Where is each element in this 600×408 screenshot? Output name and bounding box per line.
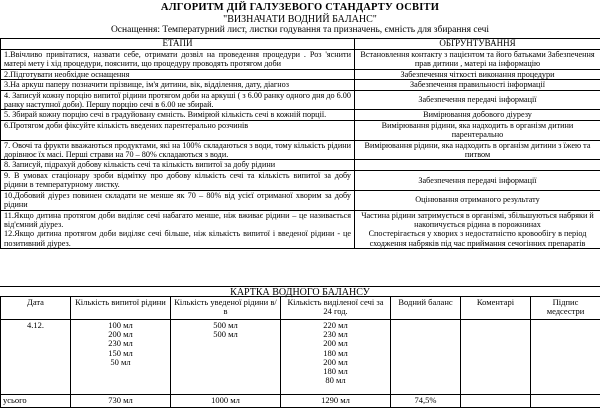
reason-cell: Вимірювання добового діурезу <box>355 110 600 120</box>
col-stages-header: ЕТАПИ <box>1 39 355 50</box>
stage-cell: 5. Збирай кожну порцію сечі в градуйовану ємність. Вимірюй кількість сечі в кожній порції. <box>1 110 355 120</box>
stage-cell: 3.На аркуш паперу позначити прізвище, ім'я дитини, вік, відділення, дату, діагноз <box>1 80 355 90</box>
col-reason-header: ОБҐРУНТУВАННЯ <box>355 39 600 50</box>
algorithm-row <box>1 140 600 160</box>
iv-cell <box>171 320 281 395</box>
algorithm-row <box>1 210 600 249</box>
algorithm-row <box>1 69 600 79</box>
stage-cell: 4. Записуй кожну порцію випитої рідини протягом доби на аркуші ( з 6.00 ранку одного дня до 6.00 ранку наступної доби). Першу порцію сечі в 6.00 не збирай. <box>1 90 355 110</box>
total-signature <box>531 395 600 408</box>
urine-value: 80 мл <box>283 376 388 385</box>
signature-cell <box>531 320 600 395</box>
drunk-cell <box>71 320 171 395</box>
urine-cell <box>281 320 391 395</box>
algorithm-row <box>1 120 600 140</box>
reason-cell: Оцінювання отриманого результату <box>355 190 600 210</box>
total-balance: 74,5% <box>391 395 461 408</box>
iv-value: 500 мл <box>173 330 278 339</box>
reason-cell: Забезпечення чіткості виконання процедури <box>355 69 600 79</box>
total-label: усього <box>1 395 71 408</box>
reason-cell: Частина рідини затримується в організмі, збільшуються набряки й накопичується рідина в порожнинах Спостерігається у хворих з недостатністю кровообігу в період сходження набряків під час приймання сечогінних препаратів <box>355 210 600 249</box>
card-col-header: Кількість виділеної сечі за 24 год. <box>281 297 391 320</box>
card-col-header: Підпис медсестри <box>531 297 600 320</box>
urine-value: 220 мл <box>283 321 388 330</box>
iv-value: 500 мл <box>173 321 278 330</box>
reason-cell: Встановлення контакту з пацієнтом та його батьками Забезпечення прав дитини , матері на інформацію <box>355 50 600 70</box>
reason-cell: Забезпечення передачі інформації <box>355 170 600 190</box>
algorithm-row <box>1 110 600 120</box>
drunk-value: 100 мл <box>73 321 168 330</box>
stage-cell: 8. Записуй, підрахуй добову кількість сечі та кількість випитої за добу рідини <box>1 160 355 170</box>
algorithm-header-row <box>1 39 600 50</box>
reason-cell <box>355 160 600 170</box>
total-urine: 1290 мл <box>281 395 391 408</box>
algorithm-row <box>1 190 600 210</box>
total-iv: 1000 мл <box>171 395 281 408</box>
algorithm-row <box>1 170 600 190</box>
drunk-value: 230 мл <box>73 339 168 348</box>
stage-cell: 9. В умовах стаціонару зроби відмітку про добову кількість сечі та кількість випитої за добу рідини в температурному листку. <box>1 170 355 190</box>
document-subtitle: "ВИЗНАЧАТИ ВОДНИЙ БАЛАНС" <box>0 14 600 25</box>
reason-cell: Забезпечення правильності інформації <box>355 80 600 90</box>
card-col-header: Дата <box>1 297 71 320</box>
stage-cell: 1.Ввічливо привітатися, назвати себе, отримати дозвіл на проведення процедури . Роз 'яснити матері мету і хід процедури, пояснити, що процедуру проводять протягом доби <box>1 50 355 70</box>
stage-cell: 2.Підготувати необхідне оснащення <box>1 69 355 79</box>
drunk-value: 200 мл <box>73 330 168 339</box>
urine-value: 180 мл <box>283 367 388 376</box>
card-col-header: Кількість випитої рідини <box>71 297 171 320</box>
stage-cell: 7. Овочі та фрукти вважаються продуктами, які на 100% складаються з води, тому кількість рідини дорівнює їх масі. Перші страви на 70 – 80% складаються з води. <box>1 140 355 160</box>
stage-cell: 6.Протягом доби фіксуйте кількість введених парентерально розчинів <box>1 120 355 140</box>
urine-value: 230 мл <box>283 330 388 339</box>
card-col-header: Коментарі <box>461 297 531 320</box>
stage-cell: 10.Добовий діурез повинен складати не менше як 70 – 80% від усієї отриманої хворим за добу рідини <box>1 190 355 210</box>
algorithm-row <box>1 160 600 170</box>
comments-cell <box>461 320 531 395</box>
date-cell <box>1 320 71 395</box>
balance-card-data-row <box>1 320 600 395</box>
balance-card-total-row <box>1 395 600 408</box>
drunk-value: 150 мл <box>73 349 168 358</box>
reason-cell: Вимірювання рідини, яка надходить в організм дитини з їжею та питвом <box>355 140 600 160</box>
reason-cell: Вимірювання рідини, яка надходить в організм дитини парентерально <box>355 120 600 140</box>
stage-cell: 11.Якщо дитина протягом доби виділяє сечі набагато менше, ніж вживає рідини – це називається від'ємний діурез. 12.Якщо дитина протягом доби виділяє сечі більше, ніж кількість випитої і введеної рідини - це позитивний діурез. <box>1 210 355 249</box>
card-col-header: Водний баланс <box>391 297 461 320</box>
balance-card-header-row <box>1 297 600 320</box>
reason-cell: Забезпечення передачі інформації <box>355 90 600 110</box>
algorithm-row <box>1 50 600 70</box>
drunk-value: 50 мл <box>73 358 168 367</box>
card-col-header: Кількість уведеної рідини в/в <box>171 297 281 320</box>
urine-value: 200 мл <box>283 358 388 367</box>
balance-card-table <box>0 296 600 408</box>
algorithm-row <box>1 80 600 90</box>
total-drunk: 730 мл <box>71 395 171 408</box>
algorithm-row <box>1 90 600 110</box>
date-value: 4.12. <box>27 320 44 330</box>
urine-value: 180 мл <box>283 349 388 358</box>
balance-card-title: КАРТКА ВОДНОГО БАЛАНСУ <box>0 286 600 298</box>
algorithm-table <box>0 38 600 249</box>
balance-cell <box>391 320 461 395</box>
equipment-line: Оснащення: Температурний лист, листки годування та призначень, ємність для збирання сечі <box>0 25 600 35</box>
document-title: АЛГОРИТМ ДІЙ ГАЛУЗЕВОГО СТАНДАРТУ ОСВІТИ <box>0 2 600 13</box>
urine-value: 200 мл <box>283 339 388 348</box>
total-comments <box>461 395 531 408</box>
